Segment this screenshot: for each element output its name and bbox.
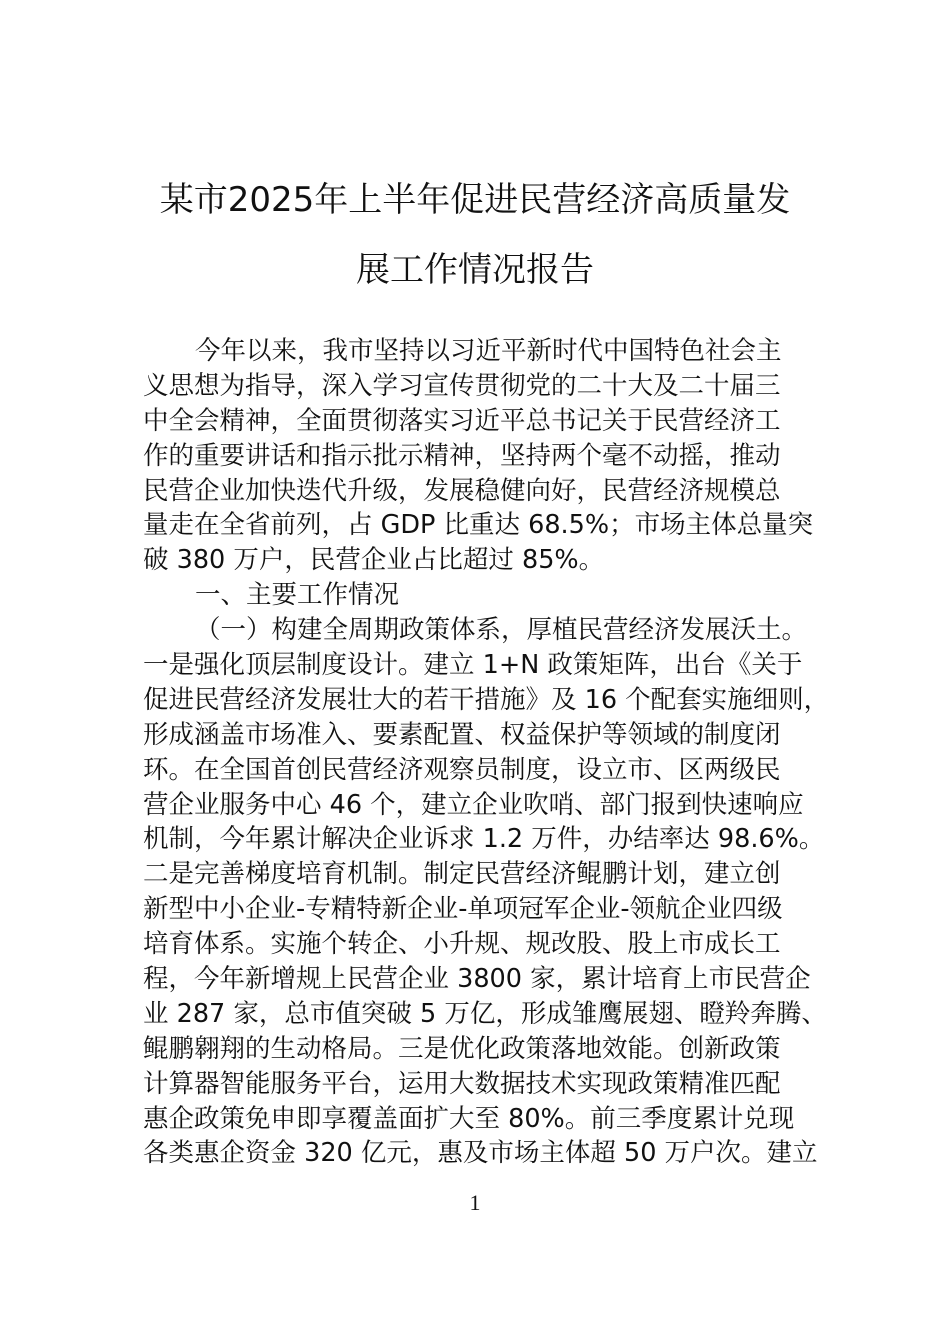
- body-line: 惠企政策免申即享覆盖面扩大至 80%。前三季度累计兑现: [143, 1103, 795, 1134]
- body-line: 一、主要工作情况: [195, 580, 400, 611]
- page-number: 1: [469, 1190, 481, 1215]
- body-line: 民营企业加快迭代升级，发展稳健向好，民营经济规模总: [143, 475, 781, 506]
- body-line: 营企业服务中心 46 个，建立企业吹哨、部门报到快速响应: [143, 789, 804, 820]
- body-line: 计算器智能服务平台，运用大数据技术实现政策精准匹配: [143, 1068, 781, 1099]
- body-line: 环。在全国首创民营经济观察员制度，设立市、区两级民: [143, 754, 781, 785]
- title-line-1: 某市2025年上半年促进民营经济高质量发: [159, 180, 791, 220]
- body-line: 义思想为指导，深入学习宣传贯彻党的二十大及二十届三: [143, 370, 781, 401]
- body-line: 培育体系。实施个转企、小升规、规改股、股上市成长工: [143, 929, 781, 960]
- body-line: 作的重要讲话和指示批示精神，坚持两个毫不动摇，推动: [143, 440, 781, 471]
- body-line: 业 287 家，总市值突破 5 万亿，形成雏鹰展翅、瞪羚奔腾、: [143, 998, 827, 1029]
- document-title: [140, 165, 810, 305]
- body-line: 破 380 万户，民营企业占比超过 85%。: [143, 545, 605, 576]
- body-line: 中全会精神，全面贯彻落实习近平总书记关于民营经济工: [143, 405, 781, 436]
- body-line: 二是完善梯度培育机制。制定民营经济鲲鹏计划，建立创: [143, 859, 781, 890]
- body-line: 鲲鹏翱翔的生动格局。三是优化政策落地效能。创新政策: [143, 1033, 781, 1064]
- body-line: 新型中小企业-专精特新企业-单项冠军企业-领航企业四级: [143, 894, 783, 925]
- body-line: 各类惠企资金 320 亿元，惠及市场主体超 50 万户次。建立: [143, 1138, 818, 1169]
- document-body: [143, 334, 830, 1171]
- body-line: 程，今年新增规上民营企业 3800 家，累计培育上市民营企: [143, 964, 811, 995]
- body-line: （一）构建全周期政策体系，厚植民营经济发展沃土。: [195, 615, 808, 646]
- body-line: 促进民营经济发展壮大的若干措施》及 16 个配套实施细则，: [143, 684, 830, 715]
- body-line: 量走在全省前列，占 GDP 比重达 68.5%；市场主体总量突: [143, 510, 814, 541]
- body-line: 一是强化顶层制度设计。建立 1+N 政策矩阵，出台《关于: [143, 650, 803, 681]
- body-line: 形成涵盖市场准入、要素配置、权益保护等领域的制度闭: [143, 719, 781, 750]
- title-line-2: 展工作情况报告: [356, 250, 594, 290]
- body-line: 今年以来，我市坚持以习近平新时代中国特色社会主: [195, 336, 782, 366]
- body-line: 机制，今年累计解决企业诉求 1.2 万件，办结率达 98.6%。: [143, 824, 825, 855]
